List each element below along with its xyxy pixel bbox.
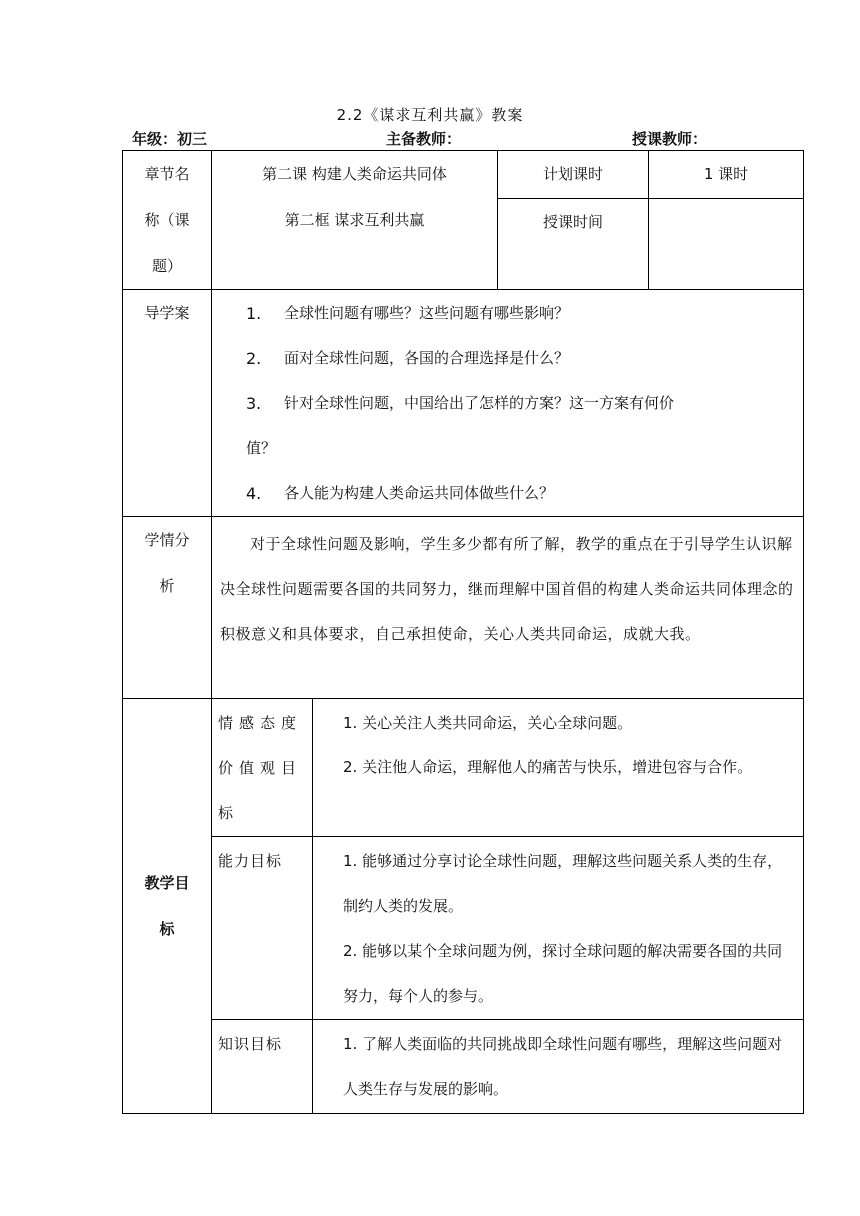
teacher-label: 授课教师： [632,130,708,148]
emotion-goal-content [313,699,804,837]
guide-item: 3. 针对全球性问题，中国给出了怎样的方案？这一方案有何价 [246,394,675,413]
planned-hours-value: 1 课时 [649,151,804,199]
chapter-label-line: 题） [151,257,182,275]
goals-knowledge-row [123,1020,804,1114]
lesson-plan-table [122,150,804,1114]
document-title: 2.2《谋求互利共赢》教案 [336,106,524,124]
emotion-goal-label-cell [212,699,313,837]
knowledge-goal-content [313,1020,804,1114]
goals-ability-row [123,837,804,1020]
analysis-row [123,517,804,699]
analysis-content [212,517,804,699]
ability-goal-item: 1. 能够通过分享讨论全球性问题，理解这些问题关系人类的生存，制约人类的发展。 [343,852,783,915]
header-row-1 [123,151,804,199]
guide-item-continuation: 值？ [246,439,277,457]
goals-label-line: 教学目 [144,874,190,892]
goals-emotion-row [123,699,804,837]
guide-label: 导学案 [123,290,212,517]
analysis-label-line: 析 [159,577,175,595]
emotion-goal-label: 情感态度价值观目标 [218,714,303,822]
emotion-goal-item: 1. 关心关注人类共同命运，关心全球问题。 [343,714,633,732]
lesson-title-line2: 第二框 谋求互利共赢 [284,211,425,229]
chapter-label-line: 章节名 [144,165,190,183]
chapter-label-line: 称（课 [144,211,190,229]
lead-teacher-label: 主备教师： [386,130,462,148]
knowledge-goal-item: 1. 了解人类面临的共同挑战即全球性问题有哪些，理解这些问题对人类生存与发展的影响。 [343,1035,783,1098]
analysis-label-cell [123,517,212,699]
guide-content [212,290,804,517]
goals-label-cell [123,699,212,1114]
analysis-text: 对于全球性问题及影响，学生多少都有所了解，教学的重点在于引导学生认识解决全球性问题需要各国的共同努力，继而理解中国首倡的构建人类命运共同体理念的积极意义和具体要求，自己承担使命，关心人类共同命运，成就大我。 [220,535,794,643]
lesson-title-cell [212,151,498,290]
class-time-value [649,199,804,290]
lesson-title-line1: 第二课 构建人类命运共同体 [262,165,447,183]
analysis-label-line: 学情分 [144,531,190,549]
ability-goal-label-cell [212,837,313,1020]
emotion-goal-item: 2. 关注他人命运，理解他人的痛苦与快乐，增进包容与合作。 [343,758,753,776]
ability-goal-content [313,837,804,1020]
class-time-label: 授课时间 [498,199,649,290]
knowledge-goal-label: 知识目标 [218,1035,283,1053]
planned-hours-label: 计划课时 [498,151,649,199]
ability-goal-item: 2. 能够以某个全球问题为例，探讨全球问题的解决需要各国的共同努力，每个人的参与。 [343,942,783,1005]
ability-goal-label: 能力目标 [218,852,283,870]
grade-label: 年级：初三 [132,130,208,148]
meta-row [124,128,804,150]
guide-item: 1. 全球性问题有哪些？这些问题有哪些影响？ [246,304,570,323]
guide-row [123,290,804,517]
chapter-label-cell [123,151,212,290]
goals-label-line: 标 [159,920,175,938]
knowledge-goal-label-cell [212,1020,313,1114]
guide-item: 2. 面对全球性问题，各国的合理选择是什么？ [246,349,570,368]
guide-item: 4. 各人能为构建人类命运共同体做些什么？ [246,484,555,503]
